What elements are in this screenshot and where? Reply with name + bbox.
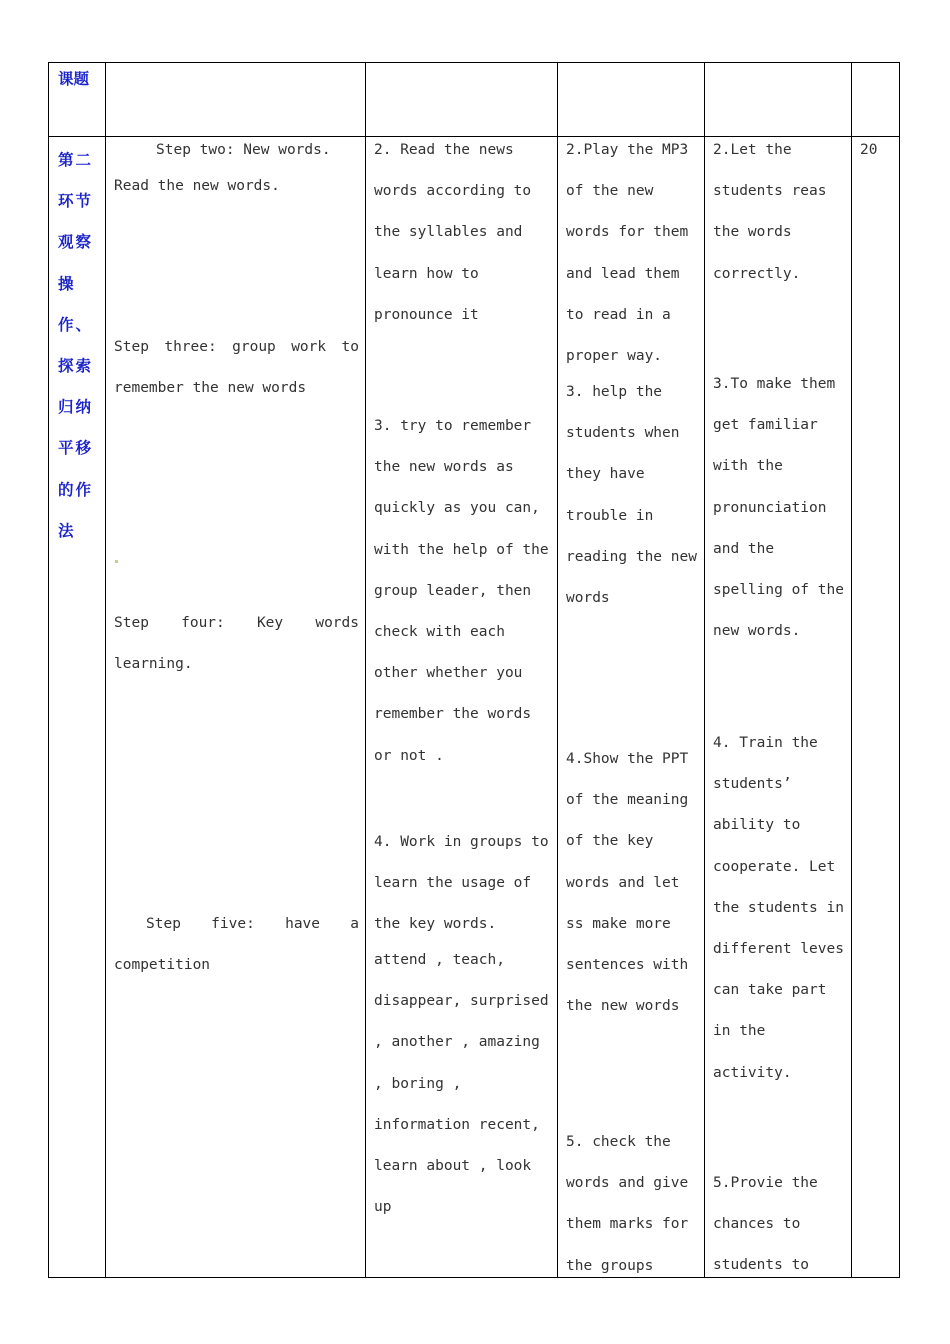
student-item-2: 2. Read the news words according to the syllables and learn how to pronounce it <box>374 142 532 323</box>
step5-line1: Step five: have a <box>146 916 359 932</box>
time-minutes: 20 <box>860 142 878 158</box>
content-cell <box>106 137 366 1278</box>
section-label-cell <box>49 137 106 1278</box>
step4-line1: Step four: Key words <box>114 615 359 631</box>
section-label: 第二环节观察操作、探索归纳平移的作法 <box>58 151 94 540</box>
step2-title: Step two: New words. <box>156 142 331 158</box>
title-label-cell <box>49 63 106 137</box>
title-label: 课题 <box>58 70 90 88</box>
step3-line2: remember the new words <box>114 380 307 396</box>
section-row <box>49 137 900 1278</box>
header-cell-teacher <box>558 63 705 137</box>
teacher-item-5: 5. check the words and give them marks for the groups <box>566 1134 689 1274</box>
teacher-item-4: 4.Show the PPT of the meaning of the key words and let ss make more sentences with the new words <box>566 751 689 1015</box>
student-item-4: 4. Work in groups to learn the usage of the key words. <box>374 834 549 933</box>
step5-line2: competition <box>114 957 211 973</box>
purpose-item-2: 2.Let the students reas the words correctly. <box>713 142 827 282</box>
mark-dot <box>115 560 118 563</box>
student-cell <box>366 137 558 1278</box>
header-cell-purpose <box>705 63 852 137</box>
purpose-item-5: 5.Provie the chances to students to <box>713 1175 818 1274</box>
purpose-item-3: 3.To make them get familiar with the pronunciation and the spelling of the new words. <box>713 376 844 640</box>
step3-line1: Step three: group work to <box>114 339 359 355</box>
teacher-item-2: 2.Play the MP3 of the new words for them and lead them to read in a proper way. <box>566 142 689 365</box>
teacher-cell <box>558 137 705 1278</box>
step4-line2: learning. <box>114 656 193 672</box>
student-item-3: 3. try to remember the new words as quickly as you can, with the help of the group leader, then check with each other whether you remember the words or not . <box>374 418 549 764</box>
time-cell <box>852 137 900 1278</box>
lesson-plan-table <box>48 62 900 1278</box>
student-key-words: attend , teach, disappear, surprised , another , amazing , boring , information recent, learn about , look up <box>374 952 549 1216</box>
header-row <box>49 63 900 137</box>
header-cell-content <box>106 63 366 137</box>
purpose-item-4: 4. Train the students’ ability to cooperate. Let the students in different leves can take part in the activity. <box>713 735 844 1081</box>
header-cell-student <box>366 63 558 137</box>
header-cell-time <box>852 63 900 137</box>
step2-line: Read the new words. <box>114 178 280 194</box>
teacher-item-3: 3. help the students when they have trouble in reading the new words <box>566 384 697 607</box>
purpose-cell <box>705 137 852 1278</box>
